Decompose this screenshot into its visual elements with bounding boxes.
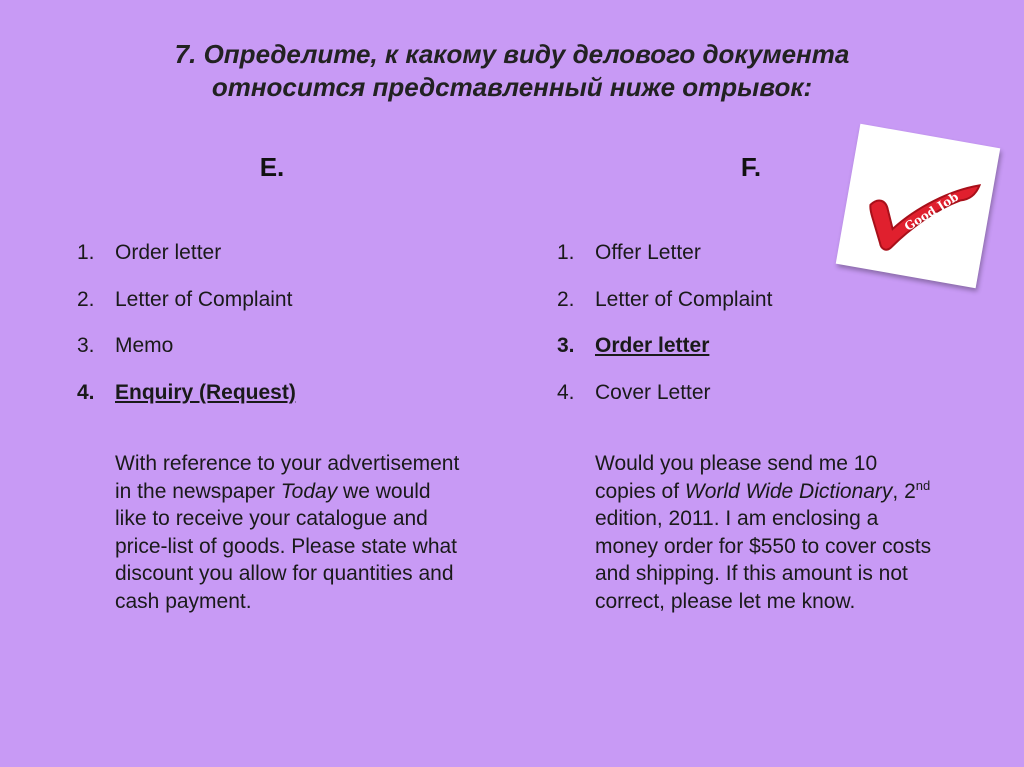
option-label: Letter of Complaint	[595, 287, 773, 311]
column-f-heading: F.	[740, 152, 762, 182]
option-label: Order letter	[115, 241, 222, 264]
option-label: Letter of Complaint	[115, 287, 293, 311]
passage-f: Would you please send me 10 copies of World Wide Dictionary, 2nd edition, 2011. I am enclosing a money order for $550 to cover costs and shipping. If this amount is not correct, please let me know.	[595, 452, 932, 613]
title-line-2: относится представленный ниже отрывок:	[211, 72, 813, 102]
column-e-heading: E.	[259, 152, 285, 182]
good-job-text: Good Job	[901, 189, 961, 234]
checkmark-icon	[836, 124, 1001, 289]
good-job-sticker	[836, 124, 1001, 289]
passage-e: With reference to your advertisement in the newspaper Today we would like to receive your catalogue and price-list of goods. Please state what discount you allow for quantities and cash payment.	[115, 452, 460, 613]
slide-title	[0, 38, 1024, 104]
option-label: Enquiry (Request)	[115, 380, 296, 404]
option-label: Offer Letter	[595, 241, 701, 264]
title-line-1: 7. Определите, к какому виду делового документа	[174, 39, 850, 69]
option-label: Order letter	[595, 334, 710, 357]
option-label: Memo	[115, 334, 174, 357]
option-label: Cover Letter	[595, 380, 711, 404]
